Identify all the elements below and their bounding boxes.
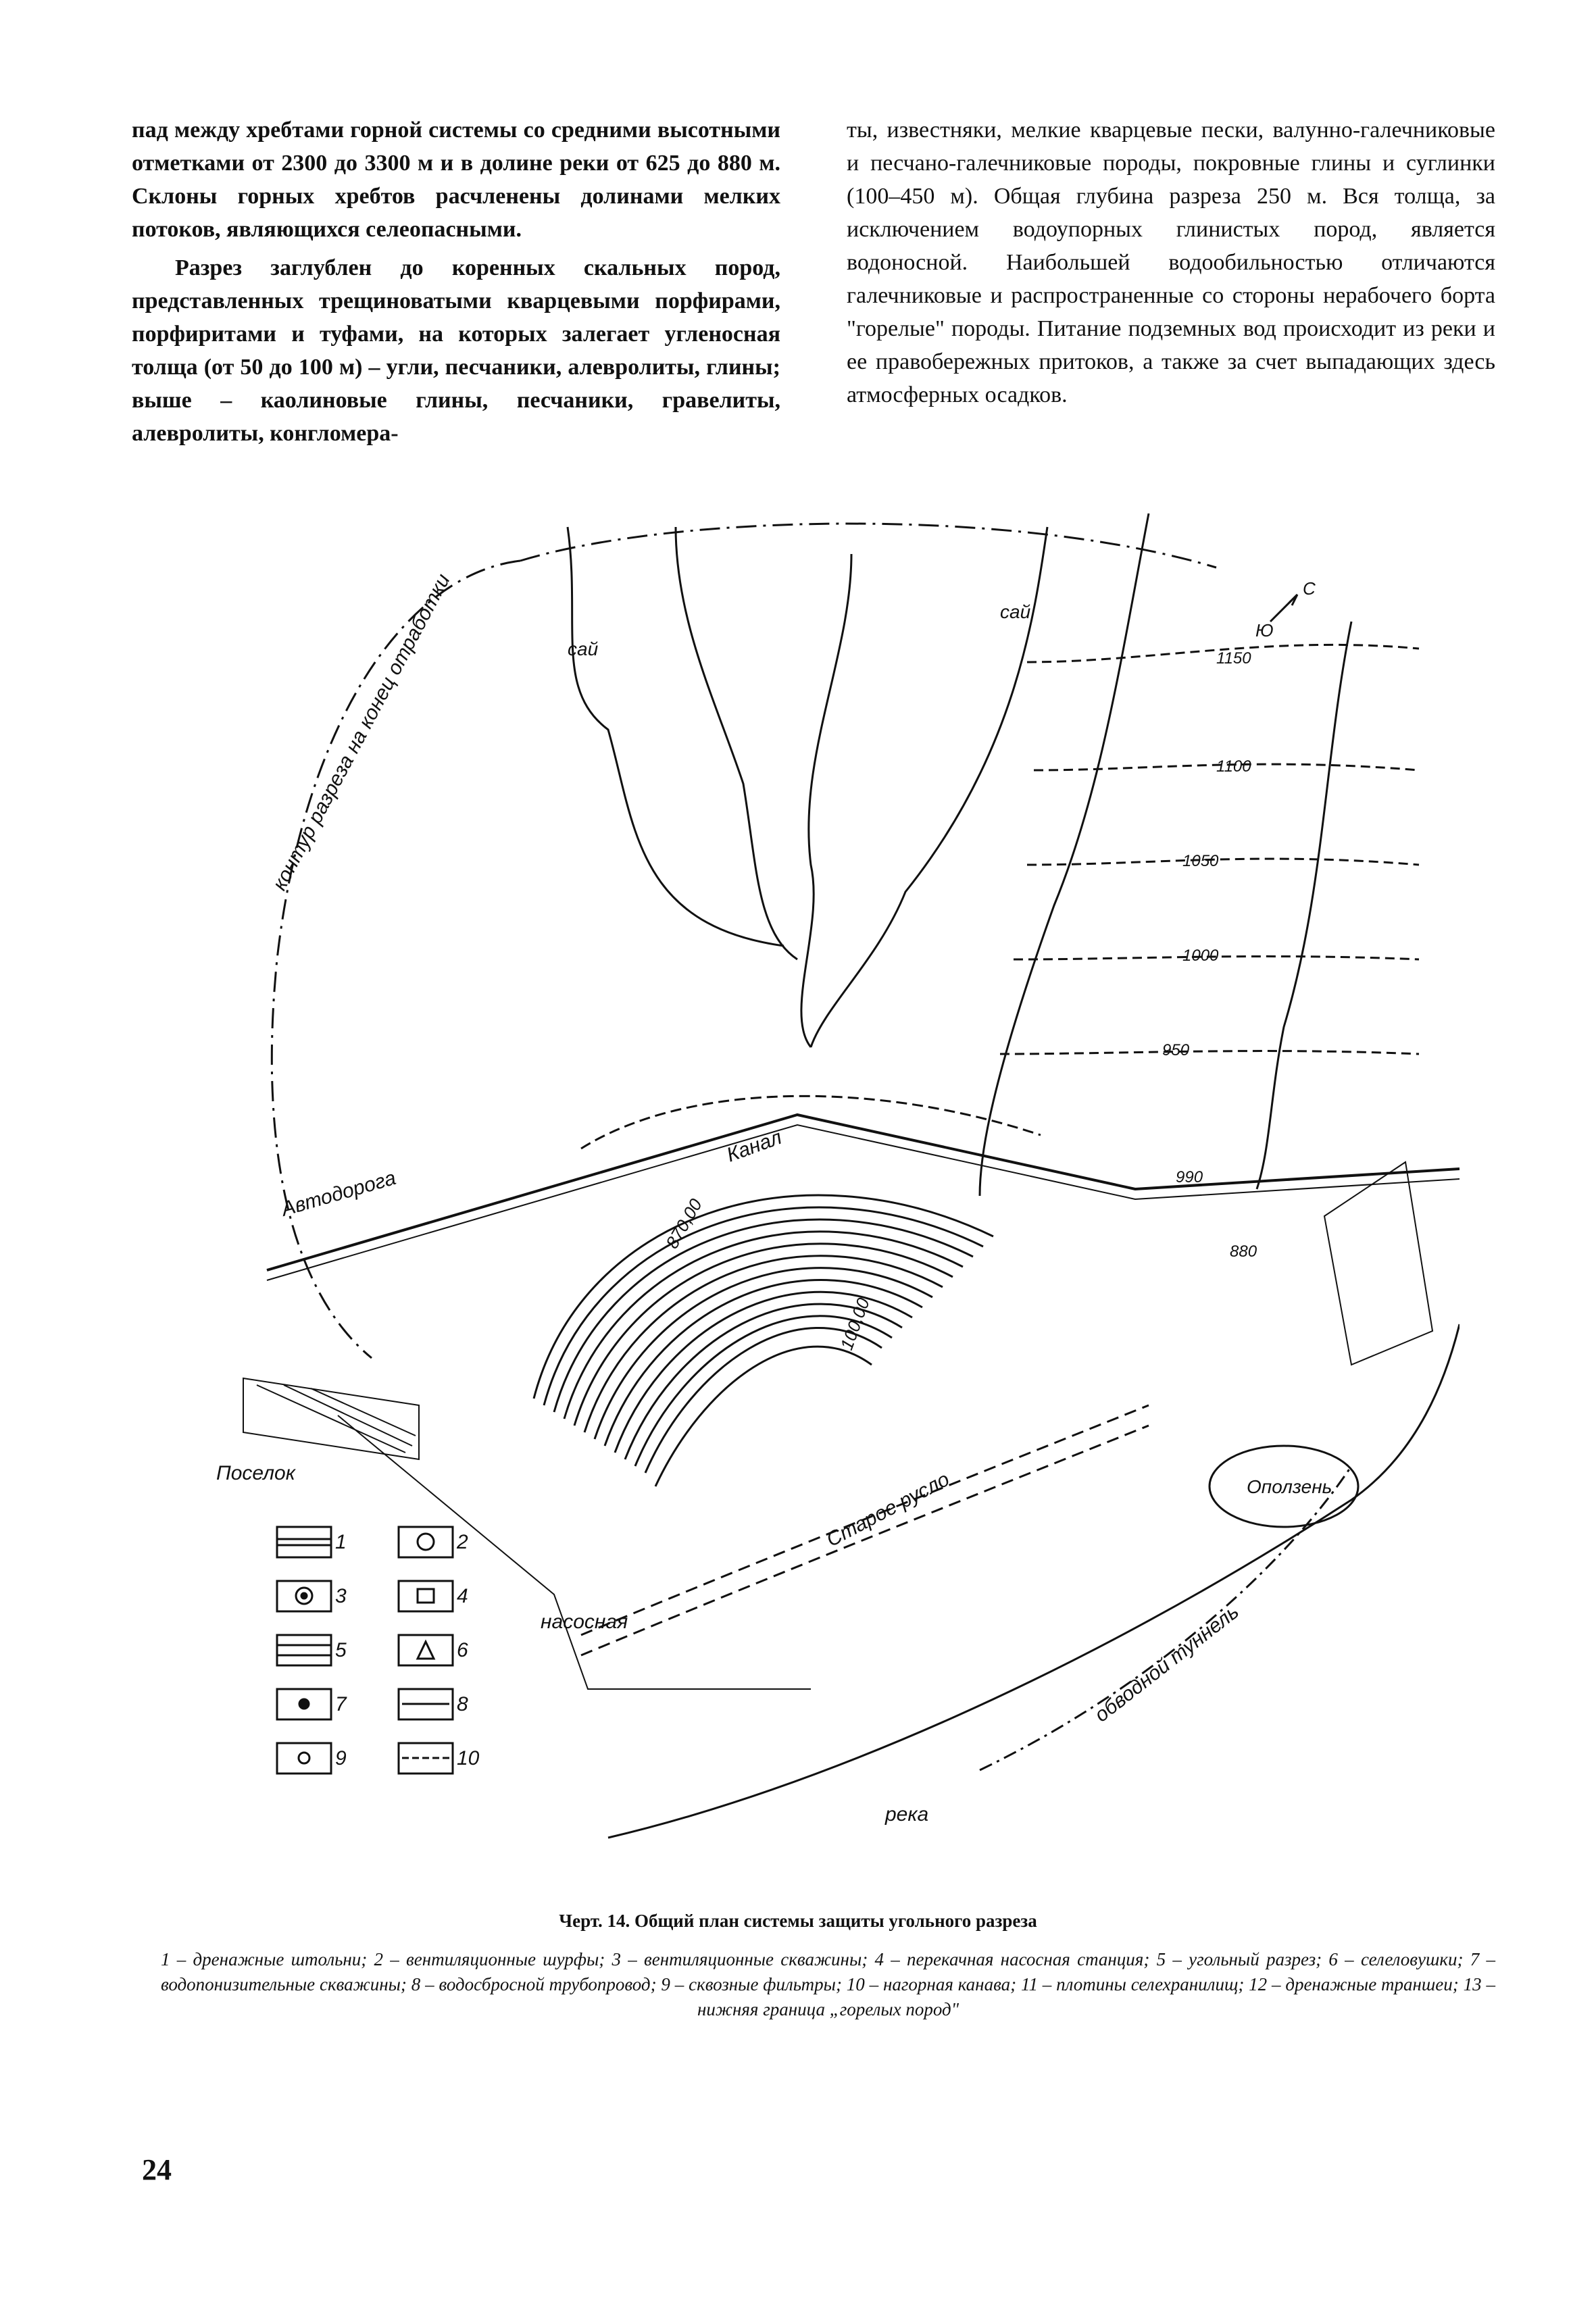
elevation-label: 880 [1230, 1242, 1257, 1261]
legend-num: 8 [457, 1693, 468, 1715]
elevation-label: 1100 [1216, 757, 1251, 776]
coal-pit-benches [534, 1195, 993, 1486]
elevation-label: 950 [1162, 1041, 1190, 1059]
legend-num: 5 [335, 1639, 347, 1661]
canal-line [581, 1096, 1041, 1149]
legend-num: 6 [457, 1639, 468, 1661]
legend-num: 2 [457, 1531, 468, 1553]
page-number: 24 [142, 2153, 172, 2186]
stream-label: сай [568, 638, 599, 659]
north-arrow-icon [1270, 595, 1297, 622]
legend-num: 7 [335, 1693, 347, 1715]
road-label: Автодорога [278, 1166, 399, 1221]
figure-caption-legend: 1 – дренажные штольни; 2 – вентиляционные шурфы; 3 – вентиляционные скважины; 4 – перекачная насосная станция; 5 – угольный разрез; 6 – селеловушки; 7 – водопонизительные скважины; 8 – водосбросной трубопровод; 9 – сквозные фильтры; 10 – нагорная канава; 11 – плотины селехранилищ; 12 – дренажные траншеи; 13 – нижняя граница „горелых пород" [161, 1949, 1495, 2019]
river-label: река [885, 1803, 929, 1826]
pump-station-label: насосная [541, 1611, 628, 1633]
legend-num: 9 [335, 1747, 347, 1769]
text-column-left [132, 114, 780, 455]
site-plan-map [203, 486, 1460, 1844]
canal-label: Канал [724, 1126, 785, 1167]
old-riverbed-label: Старое русло [822, 1467, 953, 1552]
legend-num: 10 [457, 1747, 480, 1769]
settlement-label: Поселок [216, 1462, 295, 1484]
elevation-label: 990 [1176, 1168, 1203, 1186]
north-label: С [1303, 578, 1316, 599]
tunnel-label: обводной туннель [1090, 1600, 1243, 1727]
legend-num: 3 [335, 1585, 347, 1607]
map-legend [277, 1527, 453, 1774]
landslide-label: Оползень [1247, 1476, 1332, 1497]
figure-caption-title: Черт. 14. Общий план системы защиты угольного разреза [559, 1911, 1037, 1931]
elevation-label: 100,00 [836, 1295, 874, 1353]
drainage-pipe-line [338, 1415, 811, 1689]
elevation-label: 870,00 [662, 1195, 706, 1252]
paragraph: ты, известняки, мелкие кварцевые пески, валунно-галечниковые и песчано-галечниковые породы, покровные глины и суглинки (100–450 м). Общая глубина разреза 250 м. Вся толща, за исключением водоупорных глинистых пород, является водоносной. Наибольшей водообильностью отличаются галечниковые и распространенные со стороны нерабочего борта "горелые" породы. Питание подземных вод происходит из реки и ее правобережных притоков, а также за счет выпадающих здесь атмосферных осадков. [847, 118, 1495, 407]
paragraph: пад между хребтами горной системы со средними высотными отметками от 2300 до 3300 м и в долине реки от 625 до 880 м. Склоны горных хребтов расчленены долинами мелких потоков, являющихся селеопасными. [132, 118, 780, 242]
contour-label: контур разреза на конец отработки [268, 570, 455, 895]
elevation-label: 1000 [1182, 947, 1219, 965]
legend-num: 1 [335, 1531, 347, 1553]
legend-num: 4 [457, 1585, 468, 1607]
paragraph: Разрез заглублен до коренных скальных пород, представленных трещиноватыми кварцевыми порфирами, порфиритами и туфами, на которых залегает угленосная толща (от 50 до 100 м) – угли, песчаники, алевролиты, глины; выше – каолиновые глины, песчаники, гравелиты, алевролиты, конгломера- [132, 255, 780, 446]
text-column-right [847, 114, 1495, 417]
south-label: Ю [1255, 620, 1274, 640]
stream-label: сай [1000, 601, 1031, 622]
river-line [608, 1324, 1460, 1838]
elevation-label: 1050 [1182, 852, 1219, 870]
elevation-label: 1150 [1216, 649, 1251, 668]
bypass-tunnel-line [980, 1466, 1351, 1770]
